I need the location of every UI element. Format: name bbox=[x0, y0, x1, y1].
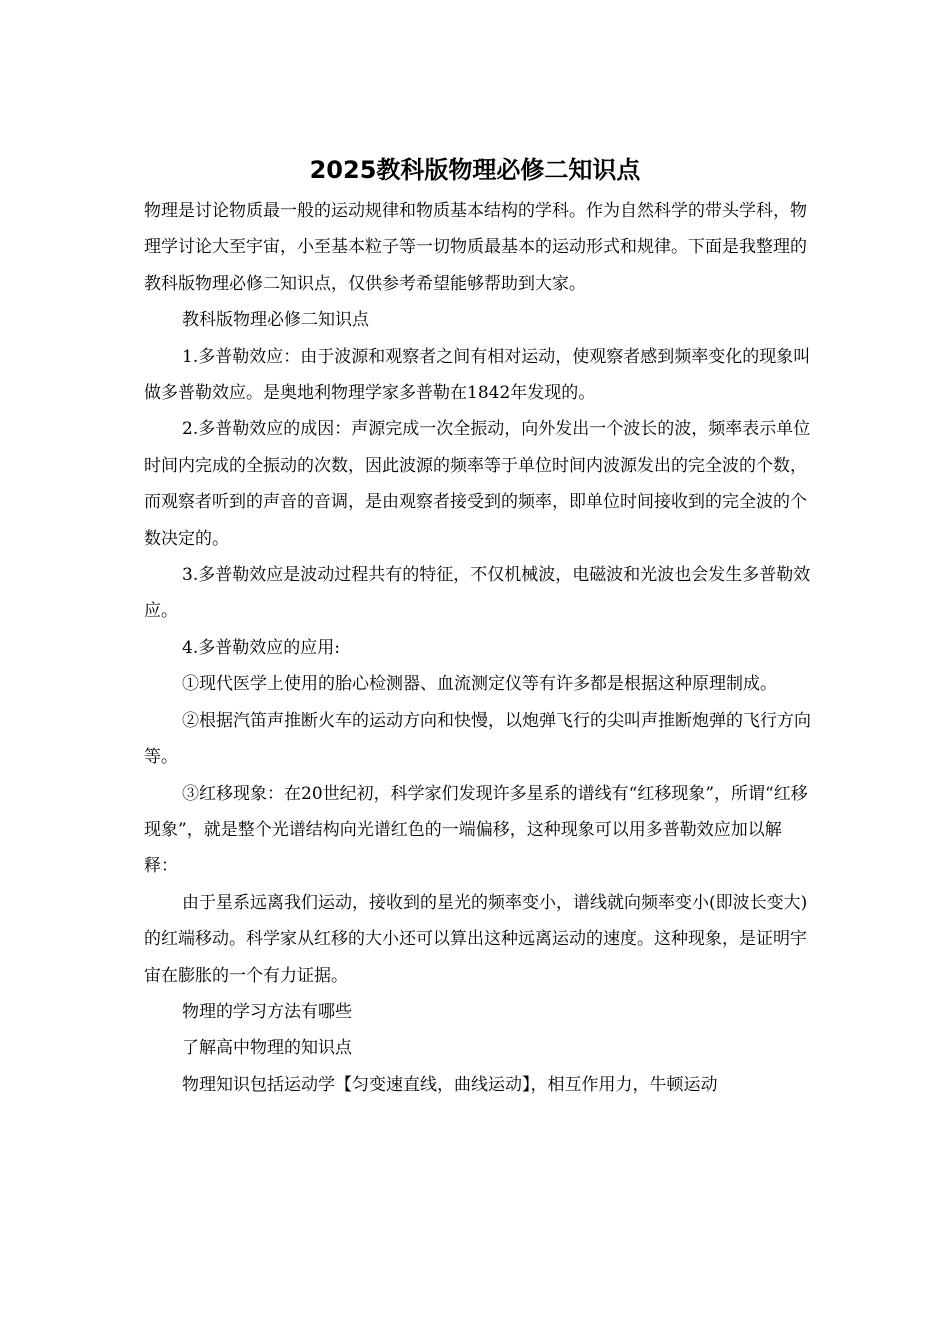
section-heading: 教科版物理必修二知识点 bbox=[182, 310, 369, 331]
list-item-redshift: ③红移现象：在20世纪初，科学家们发现许多星系的谱线有“红移现象”，所谓“红移现象”，就是整个光谱结构向光谱红色的一端偏移，这种现象可以用多普勒效应加以解释： bbox=[144, 783, 808, 877]
document-title: 2025教科版物理必修二知识点 bbox=[309, 156, 641, 184]
list-item-medical: ①现代医学上使用的胎心检测器、血流测定仪等有许多都是根据这种原理制成。 bbox=[182, 674, 777, 695]
paragraph-redshift-explanation: 由于星系远离我们运动，接收到的星光的频率变小，谱线就向频率变小(即波长变大)的红端移动。科学家从红移的大小还可以算出这种远离运动的速度。这种现象，是证明宇宙在膨胀的一个有力证据。 bbox=[144, 892, 808, 986]
paragraph-doppler-feature: 3.多普勒效应是波动过程共有的特征，不仅机械波，电磁波和光波也会发生多普勒效应。 bbox=[144, 565, 811, 622]
document-body bbox=[144, 193, 812, 1103]
subheading-knowledge-points: 了解高中物理的知识点 bbox=[182, 1038, 352, 1059]
section-heading-study-methods: 物理的学习方法有哪些 bbox=[182, 1001, 352, 1022]
list-item-whistle: ②根据汽笛声推断火车的运动方向和快慢，以炮弹飞行的尖叫声推断炮弹的飞行方向等。 bbox=[144, 710, 811, 768]
paragraph-physics-knowledge: 物理知识包括运动学【匀变速直线，曲线运动】，相互作用力，牛顿运动 bbox=[182, 1074, 718, 1095]
intro-paragraph: 物理是讨论物质最一般的运动规律和物质基本结构的学科。作为自然科学的带头学科，物理学讨论大至宇宙，小至基本粒子等一切物质最基本的运动形式和规律。下面是我整理的教科版物理必修二知识点，仅供参考希望能够帮助到大家。 bbox=[144, 201, 807, 294]
paragraph-doppler-applications: 4.多普勒效应的应用: bbox=[182, 637, 340, 658]
paragraph-doppler-cause: 2.多普勒效应的成因：声源完成一次全振动，向外发出一个波长的波，频率表示单位时间内完成的全振动的次数，因此波源的频率等于单位时间内波源发出的完全波的个数，而观察者听到的声音的音调，是由观察者接受到的频率，即单位时间接收到的完全波的个数决定的。 bbox=[144, 419, 811, 549]
paragraph-doppler-definition: 1.多普勒效应：由于波源和观察者之间有相对运动，使观察者感到频率变化的现象叫做多普勒效应。是奥地利物理学家多普勒在1842年发现的。 bbox=[144, 346, 811, 404]
